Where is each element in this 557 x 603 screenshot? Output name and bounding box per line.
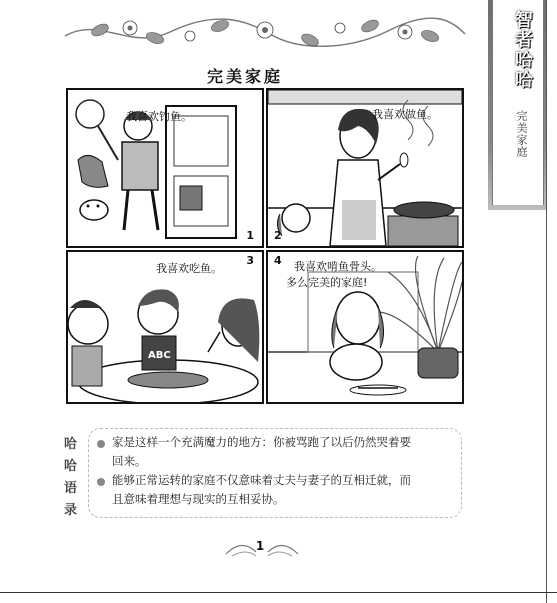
panel-number-4: 4 — [274, 254, 282, 267]
comic-panel-1 — [66, 88, 264, 248]
side-subtitle: 完美家庭 — [515, 110, 528, 158]
panel-number-1: 1 — [246, 229, 254, 242]
side-title: 智者哈哈 — [512, 10, 533, 90]
speech-bubble-4b: 多么完美的家庭! — [286, 276, 368, 289]
dog-bone-illustration-icon — [268, 252, 462, 402]
page-edge-line — [546, 0, 547, 603]
svg-text:ABC: ABC — [148, 350, 171, 361]
comic-panel-3 — [66, 250, 264, 404]
floral-ornament-icon — [60, 6, 470, 54]
speech-bubble-2: 我喜欢做鱼。 — [372, 108, 438, 121]
panel-number-2: 2 — [274, 229, 282, 242]
speech-bubble-3: 我喜欢吃鱼。 — [156, 262, 222, 275]
quotes-label: 哈 哈 语 录 — [64, 437, 78, 518]
speech-bubble-1: 我喜欢钓鱼。 — [126, 110, 192, 123]
panel-number-3: 3 — [246, 254, 254, 267]
comic-panel-4 — [266, 250, 464, 404]
quote-item-1: 家是这样一个充满魔力的地方：你被骂跑了以后仍然哭着要 回来。 — [112, 435, 411, 468]
bullet-icon — [97, 440, 105, 448]
bullet-icon — [97, 478, 105, 486]
page-number: 1 — [255, 539, 265, 553]
quote-item-2: 能够正常运转的家庭不仅意味着丈夫与妻子的互相迁就，而 且意味着理想与现实的互相妥协。 — [112, 473, 411, 506]
speech-bubble-4a: 我喜欢啃鱼骨头。 — [294, 260, 382, 273]
page-bottom-line — [0, 592, 557, 593]
page-title: 完美家庭 — [206, 67, 283, 86]
comic-panel-2 — [266, 88, 464, 248]
